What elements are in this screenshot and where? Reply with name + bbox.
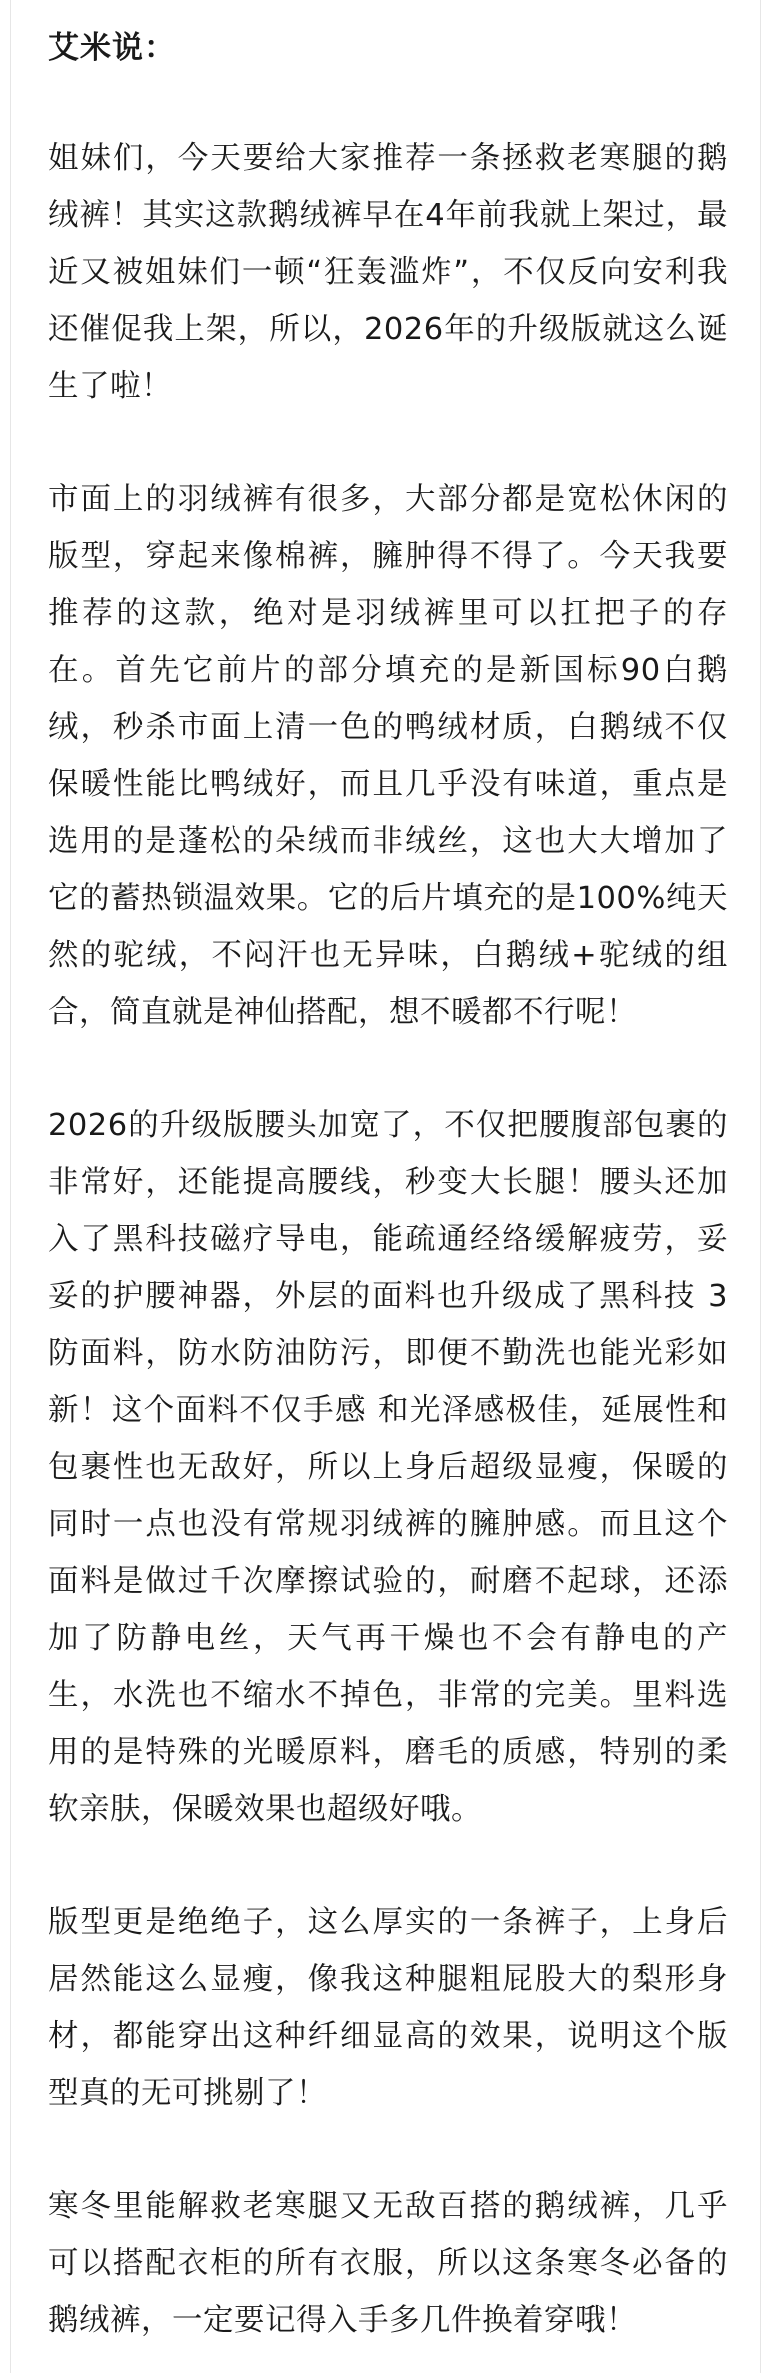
paragraph-upgrade: 2026的升级版腰头加宽了，不仅把腰腹部包裹的非常好，还能提高腰线，秒变大长腿！腰头还加入了黑科技磁疗导电，能疏通经络缓解疲劳，妥妥的护腰神器，外层的面料也升级成了黑科技 3防面料，防水防油防污，即便不勤洗也能光彩如新！这个面料不仅手感 和光泽感极佳，延展性和包裹性也无敌好，所以上身后超级显瘦，保暖的同时一点也没有常规羽绒裤的臃肿感。而且这个面料是做过千次摩擦试验的，耐磨不起球，还添加了防静电丝，天气再干燥也不会有静电的产生，水洗也不缩水不掉色，非常的完美。里料选用的是特殊的光暖原料，磨毛的质感，特别的柔软亲肤，保暖效果也超级好哦。 [48, 1108, 728, 1827]
paragraph-filling: 市面上的羽绒裤有很多，大部分都是宽松休闲的版型，穿起来像棉裤，臃肿得不得了。今天我要推荐的这款，绝对是羽绒裤里可以扛把子的存在。首先它前片的部分填充的是新国标90白鹅绒，秒杀市面上清一色的鸭绒材质，白鹅绒不仅保暖性能比鸭绒好，而且几乎没有味道，重点是选用的是蓬松的朵绒而非绒丝，这也大大增加了它的蓄热锁温效果。它的后片填充的是100%纯天然的驼绒，不闷汗也无异味，白鹅绒+驼绒的组合，简直就是神仙搭配，想不暖都不行呢！ [48, 482, 728, 1030]
paragraph-intro: 姐妹们，今天要给大家推荐一条拯救老寒腿的鹅绒裤！其实这款鹅绒裤早在4年前我就上架过，最近又被姐妹们一顿“狂轰滥炸”，不仅反向安利我还催促我上架，所以，2026年的升级版就这么诞生了啦！ [48, 141, 728, 404]
author-heading: 艾米说： [48, 30, 176, 66]
paragraph-fit: 版型更是绝绝子，这么厚实的一条裤子，上身后居然能这么显瘦，像我这种腿粗屁股大的梨形身材，都能穿出这种纤细显高的效果，说明这个版型真的无可挑剔了！ [48, 1905, 728, 2111]
paragraph-conclusion: 寒冬里能解救老寒腿又无敌百搭的鹅绒裤，几乎可以搭配衣柜的所有衣服，所以这条寒冬必备的鹅绒裤，一定要记得入手多几件换着穿哦！ [48, 2189, 728, 2338]
article-body [48, 26, 728, 2349]
